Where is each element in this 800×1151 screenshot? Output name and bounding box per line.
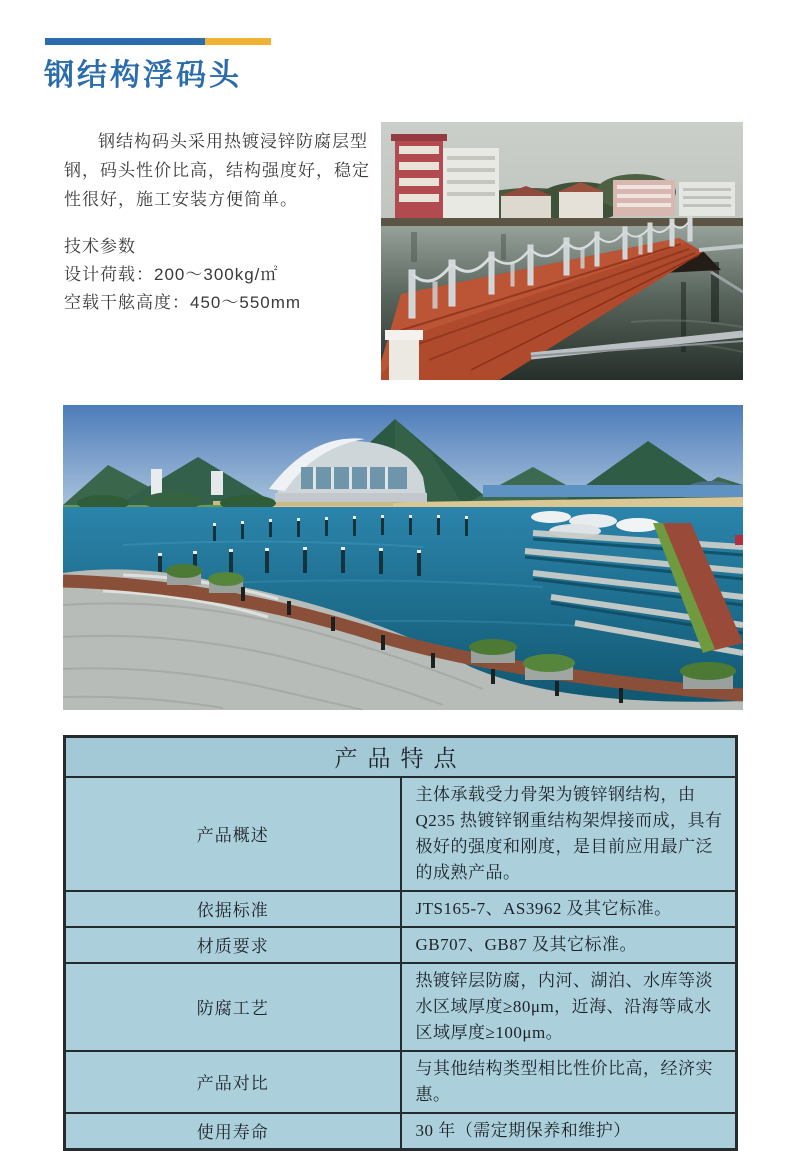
- intro-line: 性很好，施工安装方便简单。: [64, 190, 298, 209]
- row-label: 产品对比: [65, 1051, 401, 1113]
- row-label: 使用寿命: [65, 1113, 401, 1150]
- table-row: [65, 891, 737, 927]
- intro-paragraph: [64, 127, 386, 214]
- marina-photo-image: [63, 405, 743, 710]
- tech-param-item: 空载干舷高度：450～550mm: [64, 293, 302, 312]
- row-value: 30 年（需定期保养和维护）: [401, 1113, 737, 1150]
- intro-line: 钢，码头性价比高，结构强度好，稳定: [64, 161, 370, 180]
- row-label: 材质要求: [65, 927, 401, 963]
- row-value: JTS165-7、AS3962 及其它标准。: [401, 891, 737, 927]
- dock-photo-image: [381, 122, 743, 380]
- row-label: 防腐工艺: [65, 963, 401, 1051]
- row-value: 与其他结构类型相比性价比高，经济实惠。: [401, 1051, 737, 1113]
- header-accent-bar: [45, 38, 271, 45]
- row-label: 产品概述: [65, 777, 401, 891]
- table-row: [65, 1113, 737, 1150]
- page-title: 钢结构浮码头: [44, 59, 242, 92]
- table-row: [65, 1051, 737, 1113]
- features-table-title: 产品特点: [65, 737, 737, 777]
- accent-bar-blue-segment: [45, 38, 205, 45]
- marina-photo-scene: [63, 405, 743, 710]
- table-row: [65, 777, 737, 891]
- intro-line: 钢结构码头采用热镀浸锌防腐层型: [98, 132, 368, 151]
- table-row: [65, 963, 737, 1051]
- row-label: 依据标准: [65, 891, 401, 927]
- tech-param-item: 设计荷载：200～300kg/㎡: [64, 265, 279, 284]
- tech-params: [64, 233, 394, 317]
- dock-photo-scene: [381, 122, 743, 380]
- table-row: [65, 927, 737, 963]
- features-table: [63, 735, 738, 1151]
- accent-bar-yellow-segment: [205, 38, 271, 45]
- tech-params-heading: 技术参数: [64, 237, 136, 256]
- white-bollard: [385, 330, 423, 380]
- row-value: GB707、GB87 及其它标准。: [401, 927, 737, 963]
- row-value: 主体承载受力骨架为镀锌钢结构，由 Q235 热镀锌钢重结构架焊接而成，具有极好的强度和刚度，是目前应用最广泛的成熟产品。: [401, 777, 737, 891]
- row-value: 热镀锌层防腐，内河、湖泊、水库等淡水区域厚度≥80μm，近海、沿海等咸水区域厚度≥100μm。: [401, 963, 737, 1051]
